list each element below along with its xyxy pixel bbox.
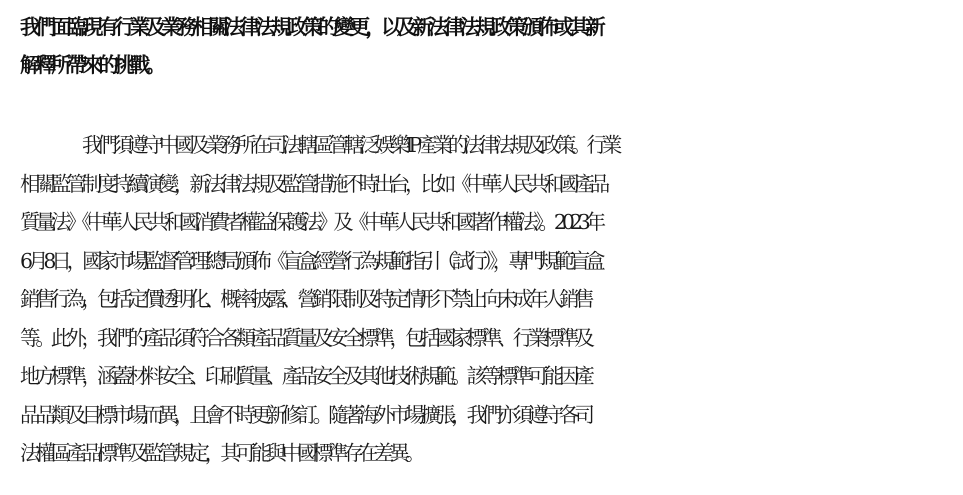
paragraph-line: 我們須遵守中國及業務所在司法轄區管轄泛娛樂IP產業的法律法規及政策。行業 [82, 133, 618, 157]
paragraph-line: 相關監管制度持續演變，新法律法規及監管措施不時出台，比如《中華人民共和國產品 [20, 171, 606, 196]
document-page [20, 8, 950, 473]
paragraph-line: 質量法》《中華人民共和國消費者權益保護法》及《中華人民共和國著作權法》。2023年 [20, 210, 602, 234]
risk-factor-paragraph [20, 126, 950, 473]
risk-factor-heading [20, 8, 950, 84]
heading-line: 我們面臨現有行業及業務相關法律法規政策的變更，以及新法律法規政策頒佈或其新 [20, 15, 601, 39]
paragraph-line: 品品類及目標市場而異，且會不時更新修訂。隨著海外市場擴張，我們亦須遵守各司 [20, 402, 590, 427]
paragraph-line: 法權區產品標準及監管規定，其可能與中國標準存在差異。 [20, 441, 421, 465]
paragraph-line: 銷售行為，包括定價透明化、概率披露、營銷限制及特定情形下禁止向未成年人銷售 [20, 287, 590, 311]
heading-line: 解釋所帶來的挑戰。 [20, 53, 162, 77]
paragraph-line: 地方標準，涵蓋材料安全、印刷質量、產品安全及其他技術規範。該等標準可能因產 [20, 364, 590, 388]
paragraph-line: 6月8日，國家市場監督管理總局頒佈《盲盒經營行為規範指引（試行）》，專門規範盲盒 [20, 248, 601, 273]
paragraph-line: 等。此外，我們的產品須符合各類產品質量及安全標準，包括國家標準、行業標準及 [20, 325, 590, 350]
